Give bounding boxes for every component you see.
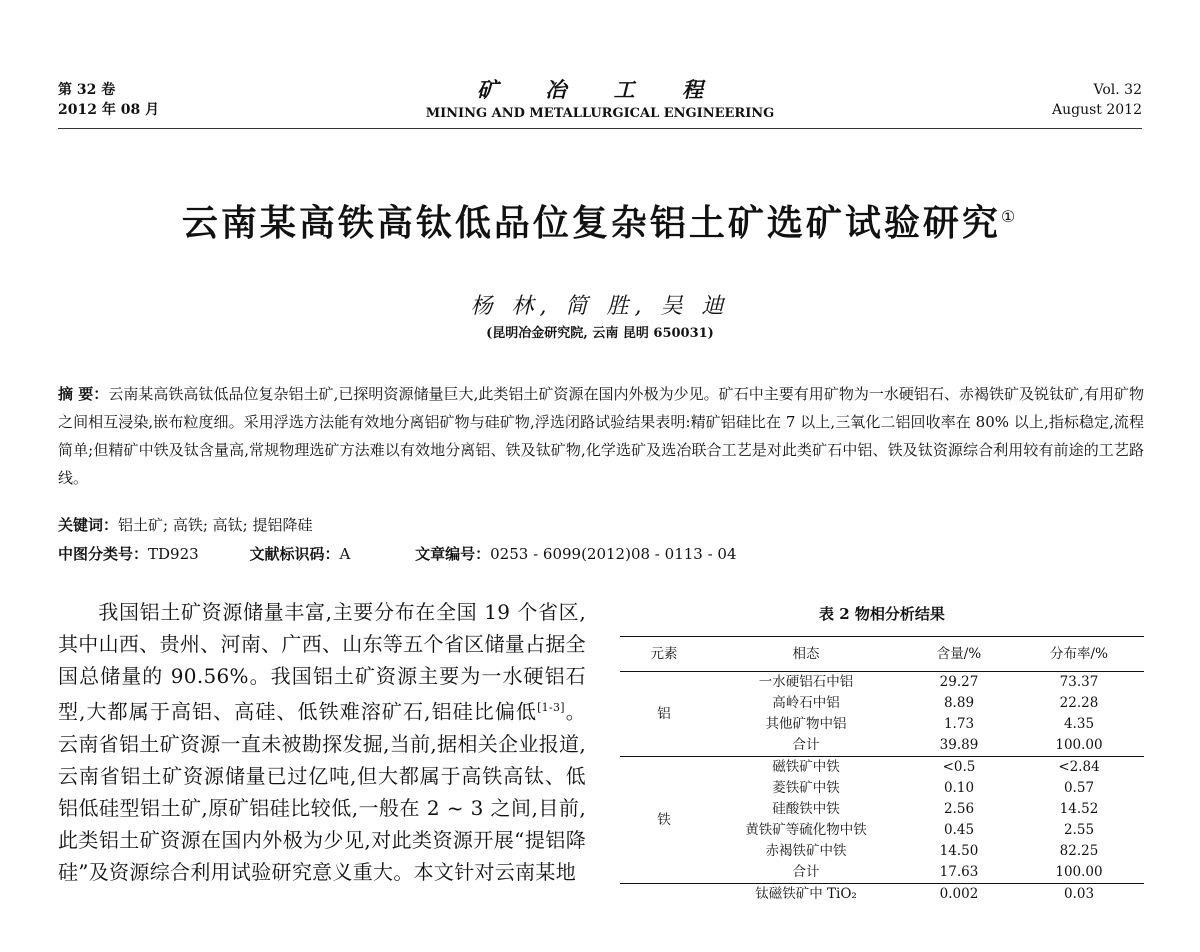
cell-content: <0.5 [942, 759, 976, 775]
doc-label: 文献标识码： [249, 545, 340, 563]
body-text-a: 我国铝土矿资源储量丰富,主要分布在全国 19 个省区,其中山西、贵州、河南、广西、山东等五个省区储量占据全国总储量的 90.56%。我国铝土矿资源主要为一水硬铝石型,大都属于高铝、高硅、低铁难溶矿石,铝硅比偏低 [58, 600, 586, 724]
cell-distribution: 100.00 [1014, 735, 1144, 757]
cell-distribution: 0.03 [1063, 886, 1095, 902]
cell-phase: 一水硬铝石中铝 [758, 674, 854, 690]
col-header-distribution: 分布率/% [1014, 637, 1144, 672]
article-number [415, 542, 736, 566]
col-header-content: 含量/% [904, 637, 1014, 672]
keywords-text: 铝土矿; 高铁; 高钛; 提铝降硅 [118, 516, 313, 534]
cell-distribution: 73.37 [1059, 674, 1099, 690]
clc-label: 中图分类号： [58, 545, 149, 563]
cell-content: 29.27 [939, 674, 979, 690]
cell-distribution: <2.84 [1058, 759, 1100, 775]
citation-ref: [1-3] [537, 701, 565, 714]
header-rule [58, 128, 1142, 129]
cell-phase: 钛磁铁矿中 TiO₂ [755, 886, 857, 902]
volume-en: Vol. 32 [1093, 82, 1142, 98]
table-header-row [620, 637, 1144, 672]
header-left [58, 80, 159, 120]
cell-phase: 硅酸铁中铁 [772, 801, 840, 817]
cell-phase: 高岭石中铝 [772, 695, 840, 711]
cell-content: 17.63 [904, 862, 1014, 884]
table-row [620, 672, 1144, 694]
table-row [620, 757, 1144, 779]
title-footnote-mark: ① [1000, 207, 1019, 226]
cell-content: 2.56 [943, 801, 975, 817]
cell-content: 39.89 [904, 735, 1014, 757]
date-en: August 2012 [1052, 102, 1142, 118]
keywords-label: 关键词： [58, 516, 119, 534]
keywords [58, 513, 312, 537]
clc-code [58, 542, 199, 566]
cell-distribution: 0.57 [1063, 780, 1095, 796]
cell-content: 0.45 [943, 822, 975, 838]
cell-phase: 赤褐铁矿中铁 [765, 843, 847, 859]
article-title [0, 195, 1200, 246]
cell-phase: 菱铁矿中铁 [772, 780, 840, 796]
cell-phase: 合计 [708, 862, 904, 884]
cell-phase: 磁铁矿中铁 [772, 759, 840, 775]
cell-content: 14.50 [939, 843, 979, 859]
cell-distribution: 82.25 [1059, 843, 1099, 859]
title-text: 云南某高铁高钛低品位复杂铝土矿选矿试验研究 [181, 203, 1001, 244]
phase-analysis-table [620, 636, 1144, 905]
cell-distribution: 22.28 [1059, 695, 1099, 711]
affiliation: (昆明冶金研究院, 云南 昆明 650031) [486, 326, 714, 341]
body-text-b: 。云南省铝土矿资源一直未被勘探发掘,当前,据相关企业报道,云南省铝土矿资源储量已过亿吨,但大都属于高铁高钛、低铝低硅型铝土矿,原矿铝硅比较低,一般在 2 ~ 3 之间,目前,此类铝土矿资源在国内外极为少见,对此类资源开展“提铝降硅”及资源综合利用试验研究意义重大。本文针对云南某地 [58, 699, 586, 884]
clc-value: TD923 [148, 545, 199, 563]
col-header-phase: 相态 [708, 637, 904, 672]
art-value: 0253 - 6099(2012)08 - 0113 - 04 [490, 545, 737, 563]
cell-phase: 黄铁矿等硫化物中铁 [745, 822, 867, 838]
classification-line [58, 542, 1058, 566]
journal-title-en: MINING AND METALLURGICAL ENGINEERING [425, 106, 775, 121]
cell-distribution: 2.55 [1063, 822, 1095, 838]
abstract [58, 380, 1144, 492]
table-caption: 表 2 物相分析结果 [819, 605, 945, 623]
abstract-text: 云南某高铁高钛低品位复杂铝土矿,已探明资源储量巨大,此类铝土矿资源在国内外极为少见。矿石中主要有用矿物为一水硬铝石、赤褐铁矿及锐钛矿,有用矿物之间相互浸染,嵌布粒度细。采用浮选方法能有效地分离铝矿物与硅矿物,浮选闭路试验结果表明:精矿铝硅比在 7 以上,三氧化二铝回收率在 80% 以上,指标稳定,流程简单;但精矿中铁及钛含量高,常规物理选矿方法难以有效地分离铝、铁及钛矿物,化学选矿及选冶联合工艺是对此类矿石中铝、铁及钛资源综合利用较有前途的工艺路线。 [58, 385, 1144, 487]
cell-distribution: 14.52 [1059, 801, 1099, 817]
journal-masthead [380, 78, 820, 124]
cell-content: 0.10 [943, 780, 975, 796]
art-label: 文章编号： [415, 545, 491, 563]
cell-content: 1.73 [943, 716, 975, 732]
col-header-element: 元素 [620, 637, 708, 672]
abstract-label: 摘 要： [58, 385, 109, 403]
date-cn: 2012 年 08 月 [58, 102, 160, 118]
cell-content: 0.002 [939, 886, 979, 902]
table-row-partial [620, 884, 1144, 906]
volume-cn: 第 32 卷 [58, 82, 116, 98]
header-right [1052, 80, 1142, 120]
cell-phase: 其他矿物中铝 [765, 716, 847, 732]
cell-content: 8.89 [943, 695, 975, 711]
author-list: 杨 林, 简 胜, 吴 迪 [470, 294, 730, 319]
cell-distribution: 100.00 [1014, 862, 1144, 884]
doc-code [249, 542, 350, 566]
cell-distribution: 4.35 [1063, 716, 1095, 732]
group-element-fe: 铁 [620, 757, 708, 884]
cell-phase: 合计 [708, 735, 904, 757]
doc-value: A [339, 545, 351, 563]
group-element-al: 铝 [620, 672, 708, 757]
body-paragraph [58, 596, 586, 888]
journal-title-cn: 矿 冶 工 程 [477, 77, 723, 102]
cell-element-empty [620, 884, 708, 906]
